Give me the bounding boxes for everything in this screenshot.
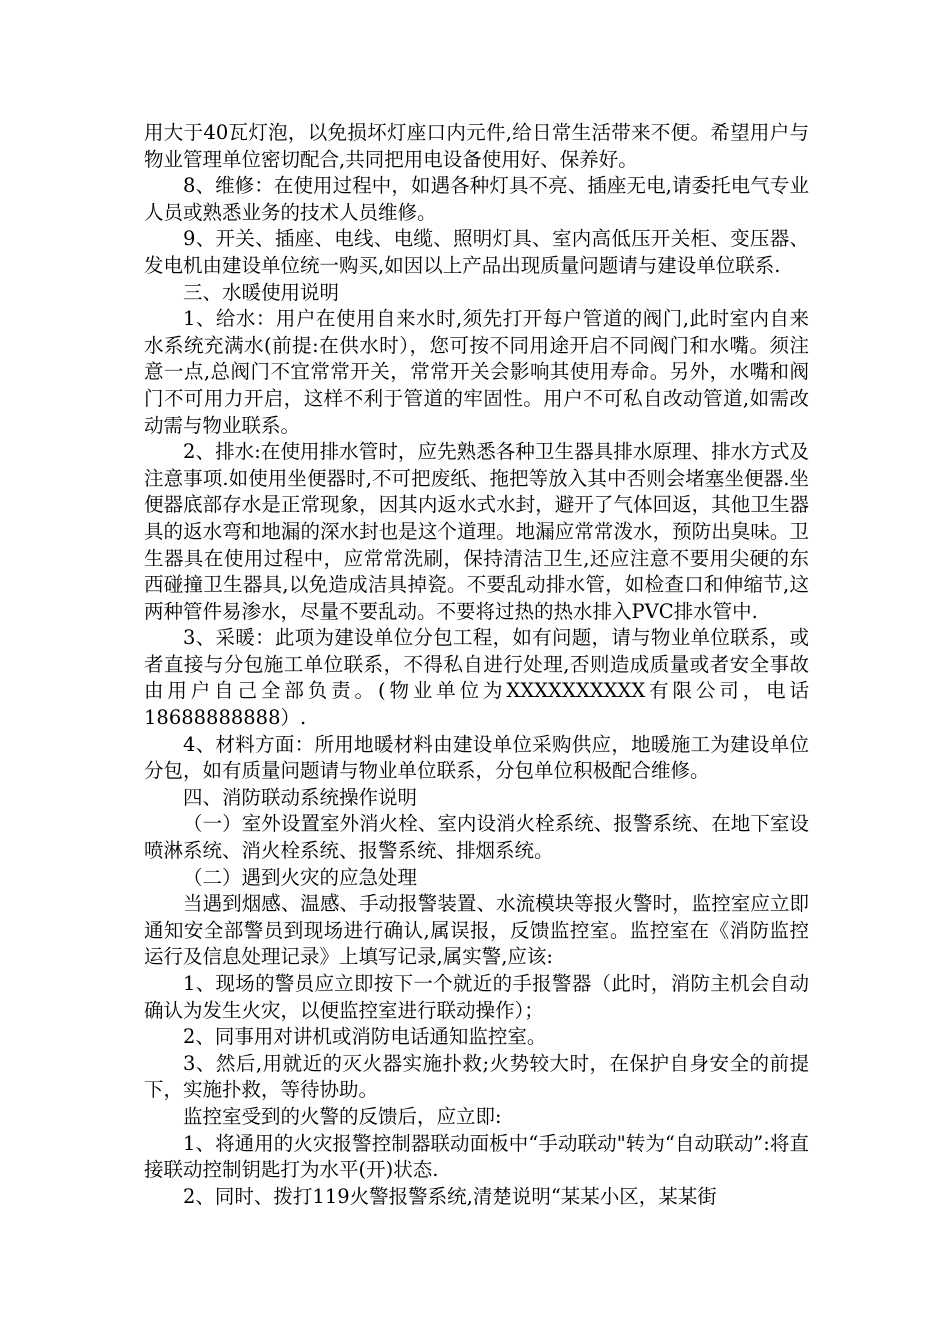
- paragraph-heating: 3、采暖：此项为建设单位分包工程，如有问题，请与物业单位联系，或者直接与分包施工单位联系，不得私自进行处理,否则造成质量或者安全事故由用户自己全部负责。(物业单位为XXXXXXXXXX有限公司，电话18688888888）.: [144, 626, 809, 730]
- paragraph-response-step-2: 2、同时、拨打119火警报警系统,清楚说明“某某小区，某某街: [183, 1184, 717, 1208]
- subheading-fire-emergency: （二）遇到火灾的应急处理: [183, 865, 418, 889]
- paragraph-control-room-response: 监控室受到的火警的反馈后，应立即:: [183, 1104, 502, 1128]
- paragraph-fire-facilities: （一）室外设置室外消火栓、室内设消火栓系统、报警系统、在地下室设喷淋系统、消火栓系统、报警系统、排烟系统。: [144, 812, 809, 863]
- section-heading-plumbing: 三、水暖使用说明: [183, 280, 340, 304]
- paragraph-step-3-extinguish: 3、然后,用就近的灭火器实施扑救;火势较大时，在保护自身安全的前提下，实施扑救，等待协助。: [144, 1051, 809, 1102]
- paragraph-alarm-procedure: 当遇到烟感、温感、手动报警装置、水流模块等报火警时，监控室应立即通知安全部警员到现场进行确认,属误报，反馈监控室。监控室在《消防监控运行及信息处理记录》上填写记录,属实警,应该:: [144, 892, 809, 969]
- document-body: [144, 120, 809, 1210]
- paragraph-step-1-manual-alarm: 1、现场的警员应立即按下一个就近的手报警器（此时，消防主机会自动确认为发生火灾，以便监控室进行联动操作）；: [144, 972, 809, 1022]
- paragraph-drainage: 2、排水:在使用排水管时，应先熟悉各种卫生器具排水原理、排水方式及注意事项.如使用坐便器时,不可把废纸、拖把等放入其中否则会堵塞坐便器.坐便器底部存水是正常现象，因其内返水式水封，避开了气体回返，其他卫生器具的返水弯和地漏的深水封也是这个道理。地漏应常常泼水，预防出臭味。卫生器具在使用过程中，应常常洗刷，保持清洁卫生,还应注意不要用尖硬的东西碰撞卫生器具,以免造成洁具掉瓷。不要乱动排水管，如检查口和伸缩节,这两种管件易渗水，尽量不要乱动。不要将过热的热水排入PVC排水管中.: [144, 440, 809, 623]
- paragraph-item-8-maintenance: 8、维修：在使用过程中，如遇各种灯具不亮、插座无电,请委托电气专业人员或熟悉业务的技术人员维修。: [144, 174, 809, 224]
- paragraph-water-supply: 1、给水：用户在使用自来水时,须先打开每户管道的阀门,此时室内自来水系统充满水(前提:在供水时），您可按不同用途开启不同阀门和水嘴。须注意一点,总阀门不宜常常开关，常常开关会影响其使用寿命。另外，水嘴和阀门不可用力开启，这样不利于管道的牢固性。用户不可私自改动管道,如需改动需与物业联系。: [144, 307, 809, 437]
- paragraph-item-9-equipment: 9、开关、插座、电线、电缆、照明灯具、室内高低压开关柜、变压器、发电机由建设单位统一购买,如因以上产品出现质量问题请与建设单位联系.: [144, 227, 809, 277]
- paragraph-materials: 4、材料方面：所用地暖材料由建设单位采购供应，地暖施工为建设单位分包，如有质量问题请与物业单位联系，分包单位积极配合维修。: [144, 732, 809, 783]
- section-heading-fire-system: 四、消防联动系统操作说明: [183, 785, 418, 809]
- paragraph-response-step-1: 1、将通用的火灾报警控制器联动面板中“手动联动"转为“自动联动”:将直接联动控制钥匙打为水平(开)状态.: [144, 1131, 809, 1182]
- paragraph-step-2-notify: 2、同事用对讲机或消防电话通知监控室。: [183, 1025, 547, 1049]
- paragraph-continuation: 用大于40瓦灯泡，以免损坏灯座口内元件,给日常生活带来不便。希望用户与物业管理单位密切配合,共同把用电设备使用好、保养好。: [144, 121, 809, 171]
